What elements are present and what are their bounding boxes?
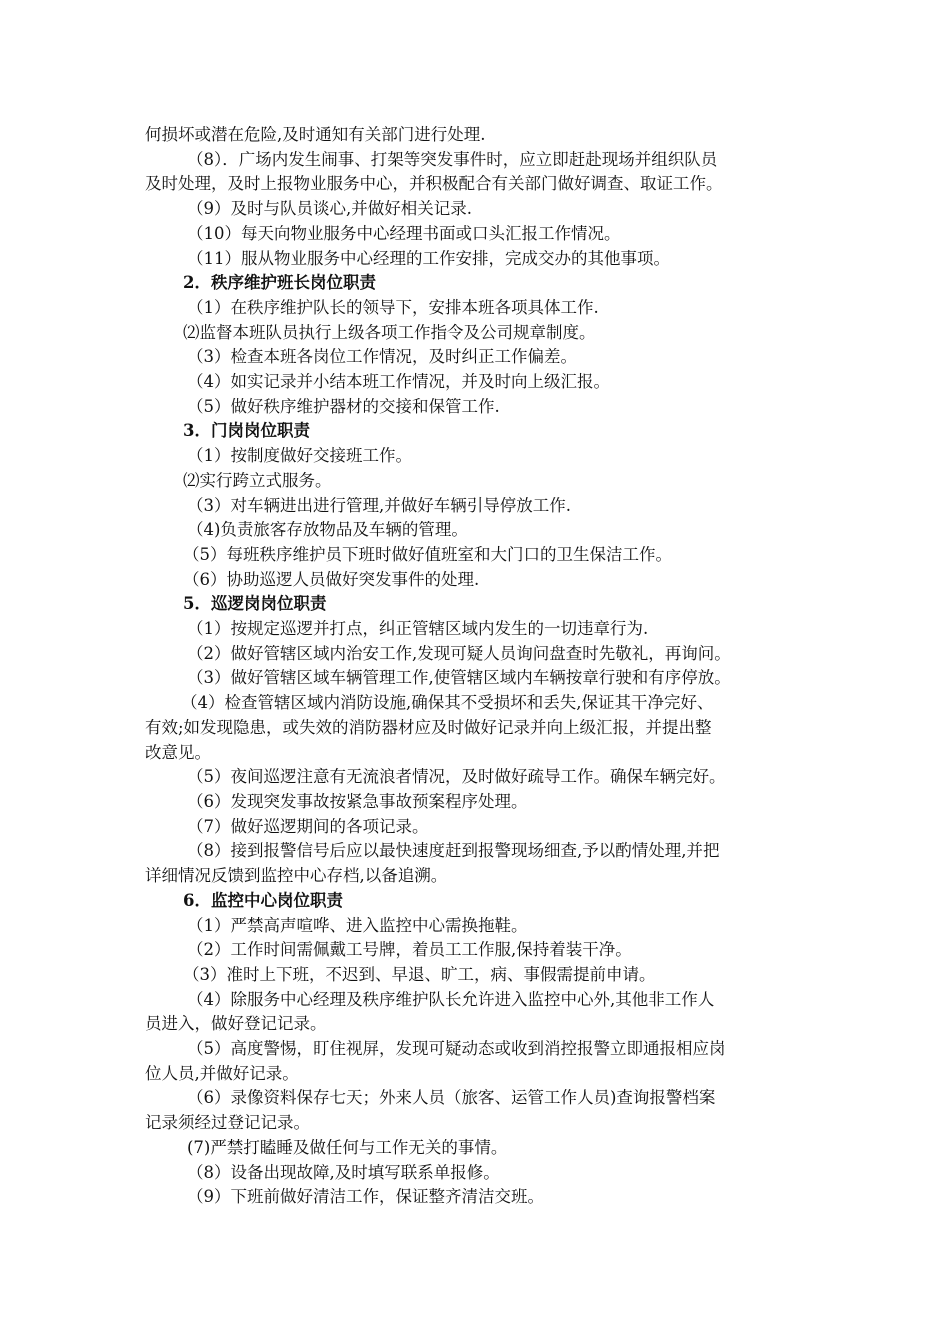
- list-item: ⑵监督本班队员执行上级各项工作指令及公司规章制度。: [183, 322, 596, 342]
- section-heading: 2．秩序维护班长岗位职责: [183, 273, 376, 293]
- list-item: （7）做好巡逻期间的各项记录。: [187, 816, 429, 836]
- paragraph: （4）除服务中心经理及秩序维护队长允许进入监控中心外,其他非工作人 员进入，做好登记记录。: [145, 989, 715, 1034]
- list-item: （5）夜间巡逻注意有无流浪者情况，及时做好疏导工作。确保车辆完好。: [187, 767, 726, 787]
- list-item: （5）每班秩序维护员下班时做好值班室和大门口的卫生保洁工作。: [183, 544, 672, 564]
- list-item: （9）及时与队员谈心,并做好相关记录.: [187, 199, 472, 219]
- paragraph: （8）．广场内发生闹事、打架等突发事件时，应立即赶赴现场并组织队员 及时处理，及时上报物业服务中心，并积极配合有关部门做好调查、取证工作。: [145, 149, 723, 194]
- list-item: （3）做好管辖区域车辆管理工作,使管辖区域内车辆按章行驶和有序停放。: [187, 668, 731, 688]
- section-heading: 5．巡逻岗岗位职责: [183, 594, 327, 614]
- paragraph: （6）录像资料保存七天；外来人员（旅客、运管工作人员)查询报警档案 记录须经过登记记录。: [145, 1088, 716, 1133]
- paragraph-continuation: 何损坏或潜在危险,及时通知有关部门进行处理.: [145, 125, 486, 144]
- document-body: [145, 123, 813, 1210]
- list-item: （6）协助巡逻人员做好突发事件的处理.: [183, 569, 480, 589]
- list-item: （6）发现突发事故按紧急事故预案程序处理。: [187, 791, 528, 811]
- list-item: （2）做好管辖区域内治安工作,发现可疑人员询问盘查时先敬礼，再询问。: [187, 643, 731, 663]
- list-item: （3）检查本班各岗位工作情况，及时纠正工作偏差。: [187, 347, 577, 367]
- list-item: （1）按制度做好交接班工作。: [187, 446, 412, 466]
- list-item: （10）每天向物业服务中心经理书面或口头汇报工作情况。: [187, 223, 621, 243]
- list-item: (7)严禁打瞌睡及做任何与工作无关的事情。: [187, 1137, 508, 1157]
- list-item: （3）对车辆进出进行管理,并做好车辆引导停放工作.: [187, 495, 571, 515]
- section-heading: 3．门岗岗位职责: [183, 421, 310, 441]
- list-item: （1）按规定巡逻并打点，纠正管辖区域内发生的一切违章行为.: [187, 619, 649, 639]
- list-item: （4）如实记录并小结本班工作情况，并及时向上级汇报。: [187, 372, 610, 392]
- paragraph: （4）检查管辖区域内消防设施,确保其不受损坏和丢失,保证其干净完好、 有效;如发现隐患，或失效的消防器材应及时做好记录并向上级汇报，并提出整 改意见。: [145, 693, 714, 762]
- paragraph: （8）接到报警信号后应以最快速度赶到报警现场细查,予以酌情处理,并把 详细情况反馈到监控中心存档,以备追溯。: [145, 841, 720, 886]
- list-item: （8）设备出现故障,及时填写联系单报修。: [187, 1162, 500, 1182]
- list-item: （3）准时上下班，不迟到、早退、旷工，病、事假需提前申请。: [183, 964, 656, 984]
- list-item: （1）严禁高声喧哗、进入监控中心需换拖鞋。: [187, 915, 528, 935]
- list-item: （11）服从物业服务中心经理的工作安排，完成交办的其他事项。: [187, 248, 670, 268]
- section-heading: 6．监控中心岗位职责: [183, 890, 343, 910]
- list-item: （5）做好秩序维护器材的交接和保管工作.: [187, 396, 500, 416]
- paragraph: （5）高度警惕，盯住视屏，发现可疑动态或收到消控报警立即通报相应岗 位人员,并做好记录。: [145, 1039, 726, 1083]
- list-item: （1）在秩序维护队长的领导下，安排本班各项具体工作.: [187, 297, 599, 317]
- list-item: （2）工作时间需佩戴工号牌，着员工工作服,保持着装干净。: [187, 940, 632, 960]
- list-item: （9）下班前做好清洁工作，保证整齐清洁交班。: [187, 1187, 544, 1207]
- list-item: ⑵实行跨立式服务。: [183, 470, 332, 490]
- list-item: （4)负责旅客存放物品及车辆的管理。: [187, 520, 468, 540]
